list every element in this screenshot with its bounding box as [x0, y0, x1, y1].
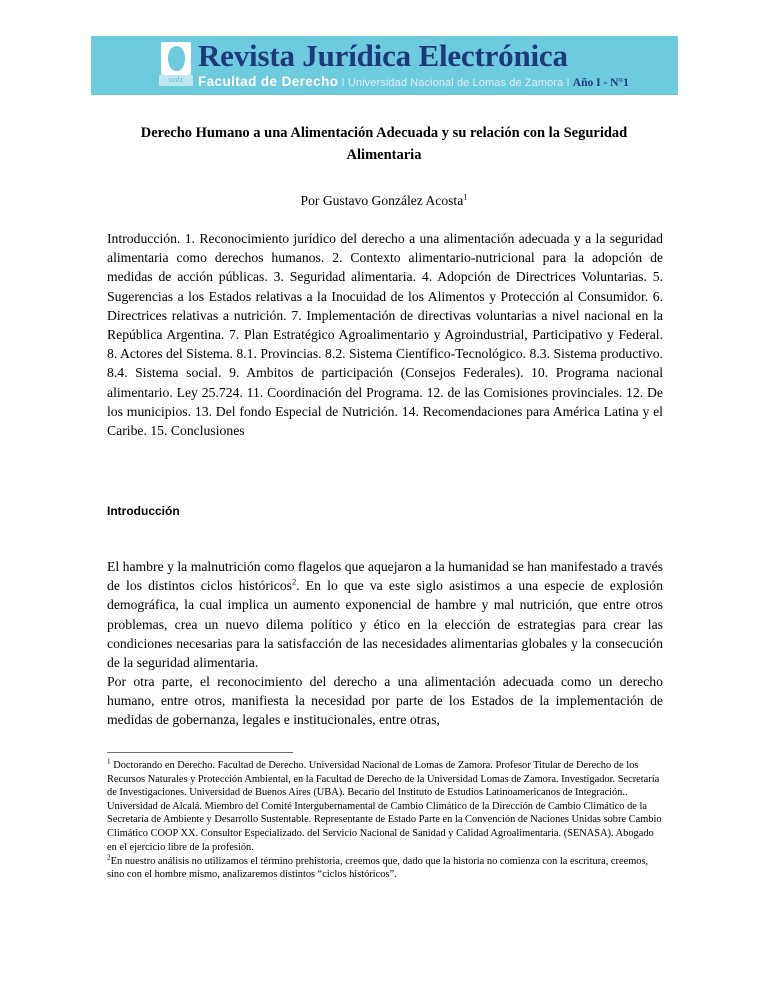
logo-card-shape: [161, 42, 191, 75]
masthead-faculty: Facultad de Derecho: [198, 74, 339, 89]
footnote-2-text: En nuestro análisis no utilizamos el término prehistoria, creemos que, dado que la historia no comienza con la escritura, creemos, sino con el hombre mismo, analizaremos distintos “ciclos históricos”.: [107, 855, 649, 881]
body-paragraph-2: Por otra parte, el reconocimiento del derecho a una alimentación adecuada como un derecho humano, entre otros, manifiesta la necesidad por parte de los Estados de la implementación de medidas de gobernanza, legales e institucionales, entre otras,: [107, 674, 663, 728]
footnote-1: [107, 759, 663, 854]
article-abstract: Introducción. 1. Reconocimiento jurídico del derecho a una alimentación adecuada y a la seguridad alimentaria como derechos humanos. 2. Contexto alimentario-nutricional para la adopción de medidas de acción públicas. 3. Seguridad alimentaria. 4. Adopción de Directrices Voluntarias. 5. Sugerencias a los Estados relativas a la Inocuidad de los Alimentos y Protección al Consumidor. 6. Directrices relativas a nutrición. 7. Implementación de directivas voluntarias a nivel nacional en la República Argentina. 7. Plan Estratégico Agroalimentario y Agroindustrial, Participativo y Federal. 8. Actores del Sistema. 8.1. Provincias. 8.2. Sistema Científico-Tecnológico. 8.3. Sistema productivo. 8.4. Sistema social. 9. Ambitos de participación (Consejos Federales). 10. Programa nacional alimentario. Ley 25.724. 11. Coordinación del Programa. 12. de las Comisiones provinciales. 12. De los municipios. 13. Del fondo Especial de Nutrición. 14. Recomendaciones para América Latina y el Caribe. 15. Conclusiones: [107, 231, 663, 439]
unlz-logo: [159, 42, 193, 88]
journal-title: Revista Jurídica Electrónica: [198, 38, 568, 73]
body-paragraph-1: [107, 557, 663, 672]
body-paragraph-1-part-b: . En lo que va este siglo asistimos a una especie de explosión demográfica, la cual implica un aumento exponencial de hambre y mal nutrición, que entre otros problemas, crea un nuevo dilema político y ético en la elección de estrategias para crear las condiciones necesarias para la satisfacción de las necesidades alimentarias globales y la consecución de la seguridad alimentaria.: [107, 578, 663, 671]
masthead-subtitle: [198, 73, 629, 90]
logo-label-bar: [159, 75, 193, 86]
masthead-issue: Año I - N°1: [572, 77, 629, 89]
footnote-1-text: Doctorando en Derecho. Facultad de Derecho. Universidad Nacional de Lomas de Zamora. Profesor Titular de Derecho de los Recursos Naturales y Protección Ambiental, en la Facultad de Derecho de la Universidad Lomas de Zamora. Investigador. Secretaría de Investigaciones. Universidad de Buenos Aires (UBA). Becario del Instituto de Estudios Latinoamericanos de Integración.. Universidad de Alcalá. Miembro del Comité Intergubernamental de Cambio Climático de la Dirección de Cambio Climático de la Secretaría de Ambiente y Desarrollo Sustentable. Representante de Estado Parte en la Convención de Naciones Unidas sobre Cambio Climático COOP XX. Consultor Especializado. del Servicio Nacional de Sanidad y Calidad Agroalimentaria. (SENASA). Abogado en el ejercicio libre de la profesión.: [107, 760, 662, 853]
body-paragraph-1-part-a: El hambre y la malnutrición como flagelos que aquejaron a la humanidad se han manifestado a través de los distintos ciclos históricos: [107, 559, 663, 594]
logo-leaf-icon: [168, 46, 185, 71]
masthead-university: I Universidad Nacional de Lomas de Zamora I: [338, 77, 573, 89]
masthead-content: [91, 36, 678, 95]
footnote-area: [107, 759, 663, 882]
footnote-1-marker: 1: [107, 757, 111, 766]
footnote-2: [107, 855, 663, 882]
article-title: Derecho Humano a una Alimentación Adecuada y su relación con la Seguridad Alimentaria: [140, 125, 628, 163]
journal-masthead-banner: [91, 36, 678, 95]
byline-author: Por Gustavo González Acosta: [300, 193, 464, 208]
footnote-separator-rule: [107, 752, 293, 753]
logo-label-text: unlz: [168, 77, 184, 84]
article-byline: [107, 192, 661, 210]
byline-footnote-marker: 1: [463, 191, 468, 202]
body-footnote-marker-2: 2: [292, 576, 297, 587]
footnote-2-marker: 2: [107, 853, 111, 862]
section-heading-introduccion: Introducción: [107, 504, 180, 518]
